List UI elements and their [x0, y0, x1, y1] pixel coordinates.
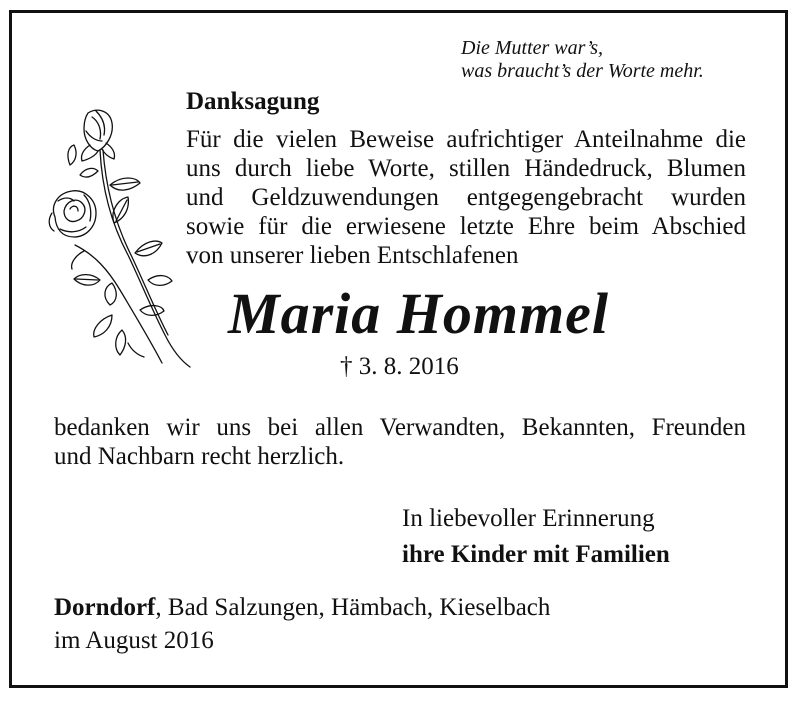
closing-signature: ihre Kinder mit Familien	[402, 541, 670, 568]
intro-line-3: und Geldzuwendungen entgegengebracht wurden	[186, 184, 746, 211]
intro-line-2: uns durch liebe Worte, stillen Händedruck, Blumen	[186, 155, 746, 182]
quote-line-2: was braucht’s der Worte mehr.	[461, 60, 704, 82]
thanks-line-2: und Nachbarn recht herzlich.	[54, 443, 345, 470]
intro-line-4: sowie für die erwiesene letzte Ehre beim Abschied	[186, 213, 746, 240]
deceased-name: Maria Hommel	[228, 281, 609, 346]
heading-danksagung: Danksagung	[186, 88, 320, 115]
location-main-place: Dorndorf	[54, 594, 156, 621]
location-line	[54, 593, 550, 622]
closing-line-1: In liebevoller Erinnerung	[402, 505, 655, 532]
quote-line-1: Die Mutter war’s,	[461, 37, 604, 59]
intro-line-5: von unserer lieben Entschlafenen	[186, 242, 519, 269]
thanks-line-1: bedanken wir uns bei allen Verwandten, Bekannten, Freunden	[54, 414, 746, 441]
intro-line-1: Für die vielen Beweise aufrichtiger Anteilnahme die	[186, 126, 746, 153]
death-date: † 3. 8. 2016	[340, 353, 459, 380]
location-other-places: , Bad Salzungen, Hämbach, Kieselbach	[155, 594, 551, 621]
rose-icon	[40, 105, 195, 370]
location-date: im August 2016	[54, 627, 214, 654]
